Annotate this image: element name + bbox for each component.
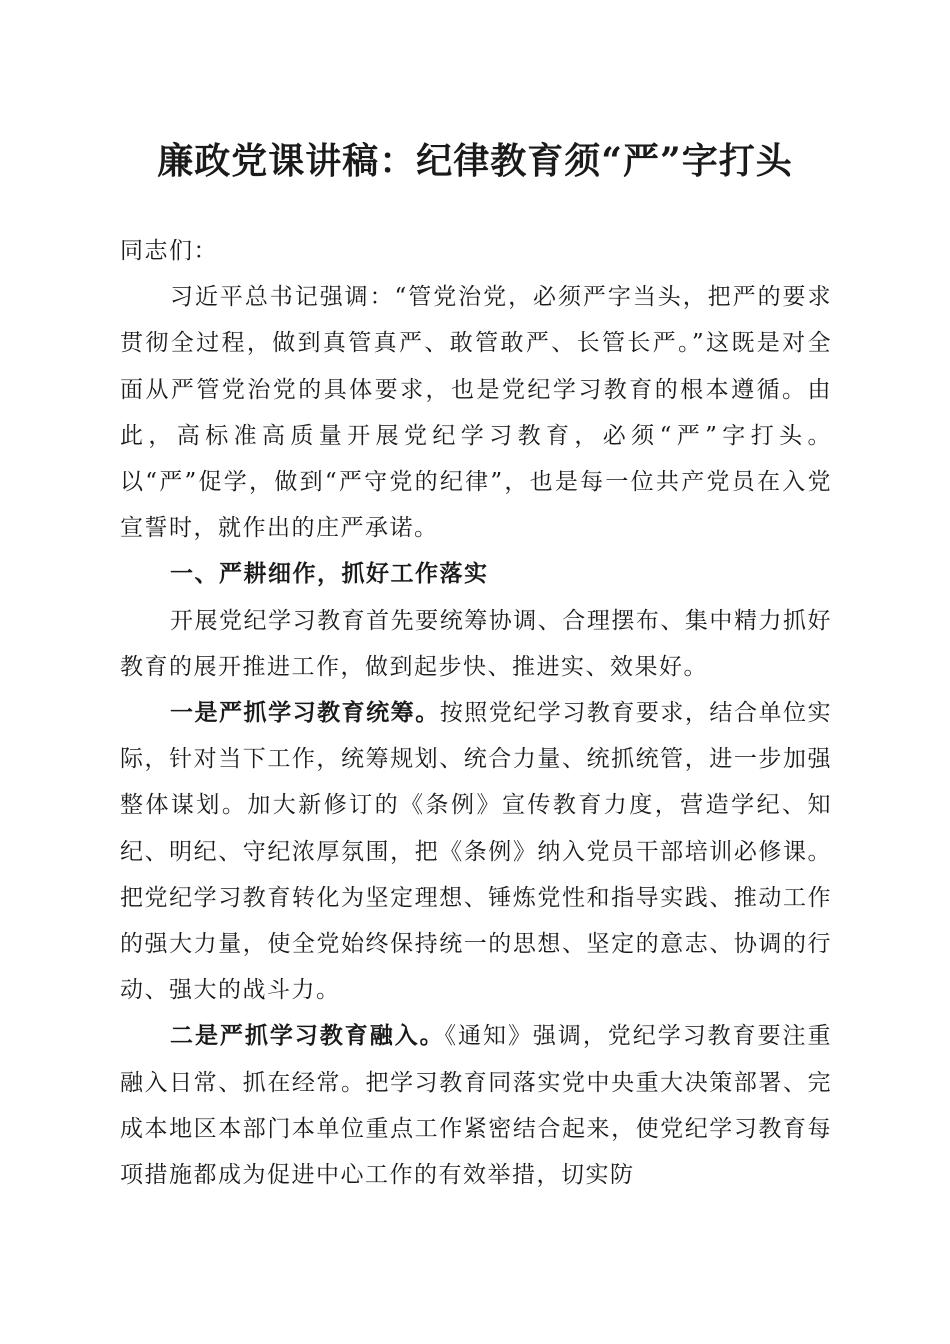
section-paragraph: 开展党纪学习教育首先要统筹协调、合理摆布、集中精力抓好教育的展开推进工作，做到起步快、推进实、效果好。 [120, 607, 832, 680]
intro-paragraph: 习近平总书记强调：“管党治党，必须严字当头，把严的要求贯彻全过程，做到真管真严、敢管敢严、长管长严。”这既是对全面从严管党治党的具体要求，也是党纪学习教育的根本遵循。由此，高标准高质量开展党纪学习教育，必须“严”字打头。以“严”促学，做到“严守党的纪律”，也是每一位共产党员在入党宣誓时，就作出的庄严承诺。 [120, 284, 832, 542]
point-one-body: 按照党纪学习教育要求，结合单位实际，针对当下工作，统筹规划、统合力量、统抓统管，进一步加强整体谋划。加大新修订的《条例》宣传教育力度，营造学纪、知纪、明纪、守纪浓厚氛围，把《条例》纳入党员干部培训必修课。把党纪学习教育转化为坚定理想、锤炼党性和指导实践、推动工作的强大力量，使全党始终保持统一的思想、坚定的意志、协调的行动、强大的战斗力。 [120, 700, 833, 1004]
point-two-lead: 二是严抓学习教育融入。 [170, 1022, 445, 1050]
document-title: 廉政党课讲稿：纪律教育须“严”字打头 [157, 140, 793, 182]
point-two-body: 《通知》强调，党纪学习教育要注重融入日常、抓在经常。把学习教育同落实党中央重大决策部署、完成本地区本部门本单位重点工作紧密结合起来，使党纪学习教育每项措施都成为促进中心工作的有效举措，切实防 [120, 1023, 833, 1189]
point-one-paragraph [120, 690, 832, 1013]
point-one-lead: 一是严抓学习教育统筹。 [170, 699, 440, 727]
document-body [120, 228, 832, 1198]
salutation: 同志们： [120, 238, 218, 264]
point-two-paragraph [120, 1013, 832, 1198]
section-heading: 一、严耕细作，抓好工作落实 [170, 560, 489, 588]
